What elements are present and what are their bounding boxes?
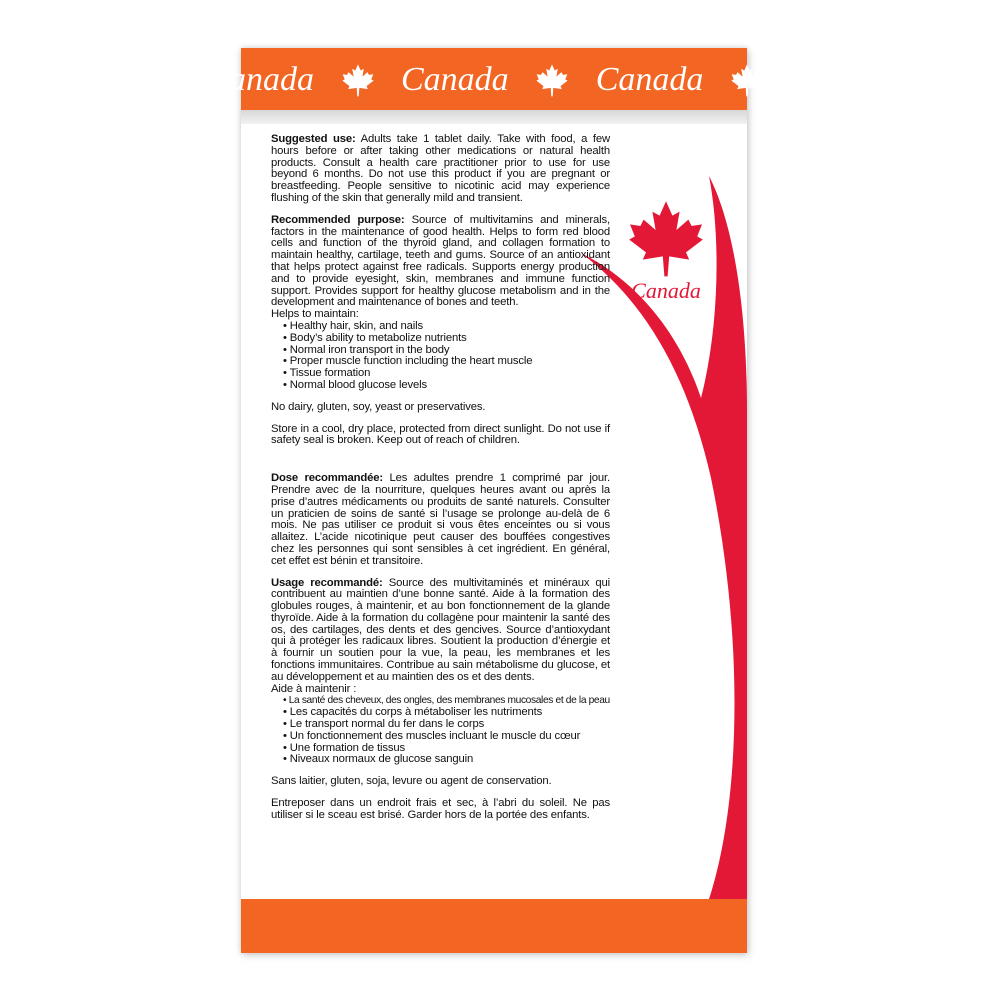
dose-paragraph bbox=[271, 473, 610, 567]
sans-laitier-statement: Sans laitier, gluten, soja, levure ou agent de conservation. bbox=[271, 775, 552, 788]
list-item: • Une formation de tissus bbox=[283, 743, 610, 755]
brand-logo bbox=[616, 198, 716, 304]
list-item: • La santé des cheveux, des ongles, des membranes mucosales et de la peau bbox=[283, 695, 610, 707]
suggested-use-paragraph bbox=[271, 134, 610, 205]
band-word: anada bbox=[229, 61, 314, 99]
storage-statement: Store in a cool, dry place, protected from direct sunlight. Do not use if safety seal is broken. Keep out of reach of children. bbox=[271, 422, 610, 447]
label-text-column bbox=[271, 134, 610, 822]
helps-intro: Helps to maintain: bbox=[271, 308, 359, 321]
no-dairy-statement: No dairy, gluten, soy, yeast or preservatives. bbox=[271, 400, 486, 413]
list-item: • Les capacités du corps à métaboliser les nutriments bbox=[283, 707, 610, 719]
dose-text: Les adultes prendre 1 comprimé par jour. Prendre avec de la nourriture, quelques heures avant ou après la prise d’autres médicaments ou produits de santé naturels. Consulter un praticien de soins de santé si l’usage se prolonge au-delà de 6 mois. Ne pas utiliser ce produit si vous êtes enceintes ou si vous allaitez. L’acide nicotinique peut causer des bouffées congestives chez les personnes qui sont sensibles à cet ingrédient. En général, cet effet est bénin et transitoire. bbox=[271, 472, 610, 567]
list-item: • Normal blood glucose levels bbox=[283, 380, 610, 392]
usage-paragraph bbox=[271, 578, 610, 684]
band-word: Canada bbox=[595, 61, 704, 99]
list-item: • Healthy hair, skin, and nails bbox=[283, 321, 610, 333]
usage-text: Source des multivitaminés et minéraux qui contribuent au maintien d’une bonne santé. Aide à la formation des globules rouges, à maintenir, et au bon fonctionnement de la glande thyroïde. Aide à la formation du collagène pour maintenir la santé des os, des cartilages, des dents et des gencives. Source d’antioxydant qui à protéger les radicaux libres. Soutient la production d’énergie et à fournir un soutien pour la vue, la peau, les membranes et les fonctions immunitaires. Contribue au sain métabolisme du glucose, et au développement et au maintien des os et des dents. bbox=[271, 576, 611, 683]
list-item: • Un fonctionnement des muscles incluant le muscle du cœur bbox=[283, 731, 610, 743]
list-item: • Proper muscle function including the heart muscle bbox=[283, 356, 610, 368]
suggested-use-heading: Suggested use: bbox=[271, 133, 356, 145]
recommended-purpose-paragraph bbox=[271, 215, 610, 309]
bottom-brand-band bbox=[241, 899, 747, 953]
band-word: Canada bbox=[401, 61, 509, 99]
aide-intro: Aide à maintenir : bbox=[271, 682, 357, 695]
list-item: • Body’s ability to metabolize nutrients bbox=[283, 333, 610, 345]
product-label-panel bbox=[229, 48, 831, 953]
dose-heading: Dose recommandée: bbox=[271, 472, 384, 485]
usage-heading: Usage recommandé: bbox=[271, 576, 383, 589]
recommended-purpose-text: Source of multivitamins and minerals, factors in the maintenance of good health. Helps to form red blood cells and function of the thyroid gland, and collagen formation to maintain healthy, cartilage, teeth and gums. Source of an antioxidant that helps protect against free radicals. Supports energy production and to provide eyesight, skin, membranes and immune function support. Provides support for healthy glucose metabolism and in the development and maintenance of bones and teeth. bbox=[271, 213, 610, 309]
list-item: • Tissue formation bbox=[283, 368, 610, 380]
aide-list bbox=[271, 695, 610, 766]
suggested-use-text: Adults take 1 tablet daily. Take with food, a few hours before or after taking other medications or natural health products. Consult a health care practitioner prior to use for use beyond 6 months. Do not use this product if you are pregnant or breastfeeding. People sensitive to nicotinic acid may experience flushing of the skin that generally mild and transient. bbox=[271, 133, 610, 204]
brand-logo-text: Canada bbox=[631, 278, 701, 303]
list-item: • Normal iron transport in the body bbox=[283, 345, 610, 357]
list-item: • Le transport normal du fer dans le corps bbox=[283, 719, 610, 731]
maple-leaf-icon bbox=[622, 198, 710, 278]
band-word: Ca bbox=[790, 61, 831, 99]
entreposer-statement: Entreposer dans un endroit frais et sec, à l’abri du soleil. Ne pas utiliser si le sceau est brisé. Garder hors de la portée des enfants. bbox=[271, 797, 610, 821]
recommended-purpose-heading: Recommended purpose: bbox=[271, 213, 405, 226]
list-item: • Niveaux normaux de glucose sanguin bbox=[283, 754, 610, 766]
helps-list bbox=[271, 321, 610, 392]
